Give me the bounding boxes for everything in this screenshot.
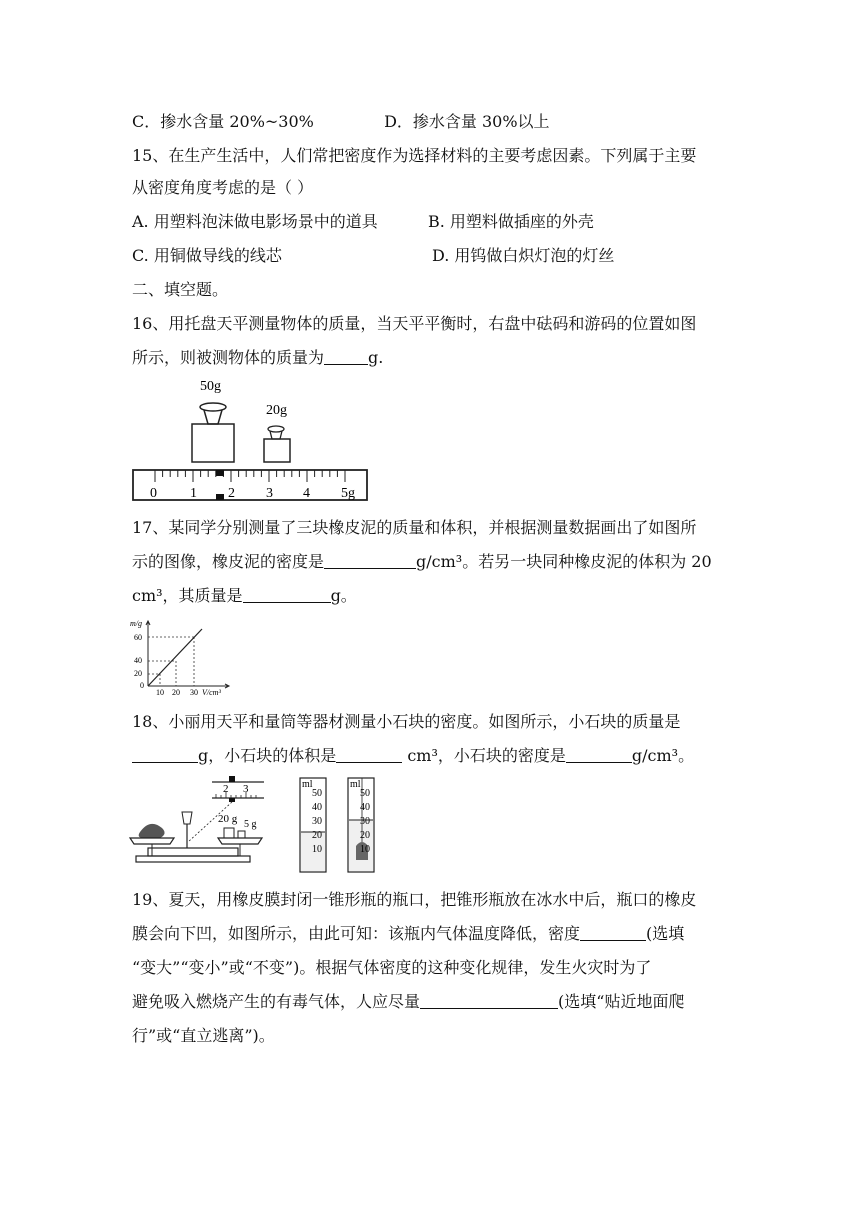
rider-top (216, 470, 224, 476)
q16-stem-line-2: 所示，则被测物体的质量为 g. (132, 348, 384, 367)
q15-options-ab (132, 212, 594, 232)
graph-x-tick-10: 10 (156, 688, 164, 696)
section-title: 二、填空题。 (132, 280, 229, 299)
zoom-label-3: 3 (243, 783, 249, 795)
q14-options-row (132, 112, 550, 132)
graph-y-tick-20: 20 (134, 669, 142, 678)
scale-label-0: 0 (150, 486, 157, 501)
scale-label-1: 1 (190, 486, 197, 501)
q14-option-c: C．掺水含量 20%~30% (132, 112, 314, 131)
q19-escape-blank[interactable] (420, 992, 558, 1009)
balance-base (136, 856, 250, 862)
q15-stem-line-2: 从密度角度考虑的是（ ） (132, 178, 314, 197)
svg-text:20: 20 (312, 830, 322, 841)
q19-density-blank[interactable] (580, 924, 646, 941)
balance-beam (148, 848, 238, 856)
svg-text:10: 10 (360, 844, 370, 855)
weight-5g-label: 5 g (244, 819, 257, 830)
q17-stem-line-1: 17、某同学分别测量了三块橡皮泥的质量和体积，并根据测量数据画出了如图所 (132, 518, 697, 537)
q19-stem-line-1: 19、夏天，用橡皮膜封闭一锥形瓶的瓶口，把锥形瓶放在冰水中后，瓶口的橡皮 (132, 890, 697, 909)
svg-text:30: 30 (360, 816, 370, 827)
q15-stem-line-1: 15、在生产生活中，人们常把密度作为选择材料的主要考虑因素。下列属于主要 (132, 146, 697, 165)
scale-label-5g: 5g (341, 486, 355, 501)
weight-label-50g: 50g (200, 379, 221, 394)
scale-label-4: 4 (303, 486, 310, 501)
svg-text:40: 40 (360, 802, 370, 813)
balance-scale-figure (130, 374, 370, 504)
svg-text:20: 20 (360, 830, 370, 841)
q15-option-a: A. 用塑料泡沫做电影场景中的道具 (132, 212, 378, 231)
q18-stem-line-1: 18、小丽用天平和量筒等器材测量小石块的密度。如图所示，小石块的质量是 (132, 712, 681, 731)
graph-xlabel: V/cm³ (202, 688, 221, 696)
svg-text:50: 50 (312, 788, 322, 799)
weight-20g (264, 439, 290, 462)
pointer-dial (182, 812, 192, 824)
svg-text:50: 50 (360, 788, 370, 799)
weight-50g (192, 424, 234, 462)
q16-stem-line-1: 16、用托盘天平测量物体的质量，当天平平衡时，右盘中砝码和游码的位置如图 (132, 314, 697, 333)
q18-stem-line-2: g，小石块的体积是 cm³，小石块的密度是 g/cm³。 (132, 746, 694, 766)
svg-text:30: 30 (312, 816, 322, 827)
q14-option-d: D．掺水含量 30%以上 (384, 112, 550, 131)
svg-text:10: 10 (312, 844, 322, 855)
cylinder-1-unit: ml (302, 779, 313, 790)
q18-mass-blank[interactable] (132, 746, 198, 763)
right-pan (218, 838, 262, 844)
mass-volume-graph (128, 616, 238, 696)
q17-mass-blank[interactable] (243, 586, 331, 603)
q19-stem-line-2: 膜会向下凹，如图所示，由此可知：该瓶内气体温度降低，密度 (选填 (132, 924, 685, 943)
graph-x-tick-20: 20 (172, 688, 180, 696)
q17-stem-line-3: cm³，其质量是 g。 (132, 586, 357, 605)
balance-and-cylinders-figure (128, 772, 388, 878)
q18-volume-blank[interactable] (336, 746, 402, 763)
graph-y-tick-60: 60 (134, 633, 142, 642)
q18-density-blank[interactable] (566, 746, 632, 763)
graph-origin: 0 (140, 681, 144, 690)
zoom-scale-ticks (216, 792, 256, 798)
scale-label-3: 3 (266, 486, 273, 501)
rider-scale-beam (133, 470, 367, 500)
cylinder-2-unit: ml (350, 779, 361, 790)
graph-x-tick-30: 30 (190, 688, 198, 696)
weight-knob-50g (200, 403, 226, 411)
q19-stem-line-4: 避免吸入燃烧产生的有毒气体，人应尽量 (选填“贴近地面爬 (132, 992, 685, 1011)
stone (139, 824, 165, 838)
q16-answer-blank[interactable] (324, 348, 368, 365)
svg-text:40: 40 (312, 802, 322, 813)
q19-stem-line-5: 行”或“直立逃离”)。 (132, 1026, 275, 1045)
rider-bottom (216, 494, 224, 500)
q17-stem-line-2: 示的图像，橡皮泥的密度是 g/cm³。若另一块同种橡皮泥的体积为 20 (132, 552, 712, 571)
scale-ticks (155, 470, 345, 482)
q15-options-cd (132, 246, 615, 266)
q15-option-c: C. 用铜做导线的线芯 (132, 246, 282, 265)
graph-ylabel: m/g (130, 619, 142, 628)
q15-option-d: D. 用钨做白炽灯泡的灯丝 (432, 246, 615, 265)
zoom-rider (229, 798, 235, 802)
graph-y-tick-40: 40 (134, 656, 142, 665)
q19-stem-line-3: “变大”“变小”或“不变”)。根据气体密度的这种变化规律，发生火灾时为了 (132, 958, 652, 977)
q17-density-blank[interactable] (324, 552, 416, 569)
zoom-label-2: 2 (223, 783, 229, 795)
weight-label-20g: 20g (266, 403, 287, 418)
weight-20g-label: 20 g (218, 813, 238, 825)
left-pan (130, 838, 174, 844)
scale-label-2: 2 (228, 486, 235, 501)
q15-option-b: B. 用塑料做插座的外壳 (428, 212, 594, 231)
